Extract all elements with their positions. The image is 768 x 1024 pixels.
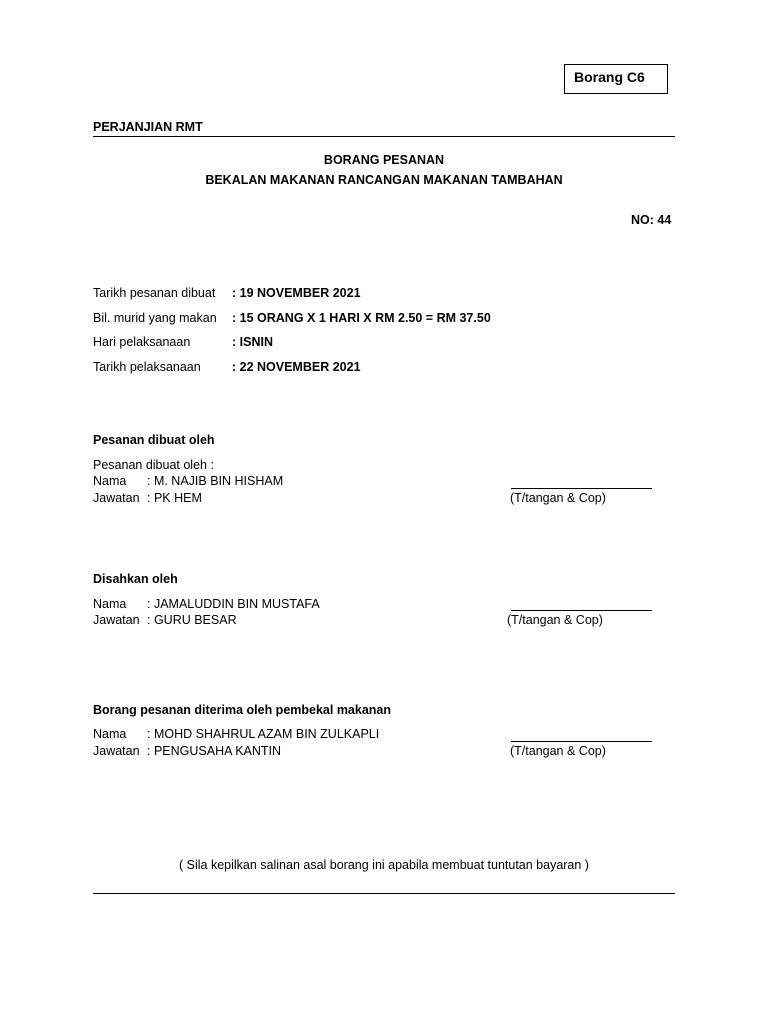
detail-label-order-date: Tarikh pesanan dibuat xyxy=(93,286,216,300)
approved-by-name-label: Nama xyxy=(93,597,127,611)
footer-divider xyxy=(93,893,675,894)
title-line-1: BORANG PESANAN xyxy=(323,153,445,167)
approved-by-position-label: Jawatan xyxy=(93,613,140,627)
signature-label-ordered-by: (T/tangan & Cop) xyxy=(510,491,606,505)
title-line-2: BEKALAN MAKANAN RANCANGAN MAKANAN TAMBAHAN xyxy=(205,173,563,187)
received-by-position-label: Jawatan xyxy=(93,744,140,758)
detail-label-day: Hari pelaksanaan xyxy=(93,335,191,349)
ordered-by-position-value: : PK HEM xyxy=(147,491,202,505)
detail-value-order-date: : 19 NOVEMBER 2021 xyxy=(232,286,361,300)
section-heading-approved-by: Disahkan oleh xyxy=(93,572,178,586)
signature-label-approved-by: (T/tangan & Cop) xyxy=(507,613,603,627)
received-by-name-label: Nama xyxy=(93,727,127,741)
signature-line-ordered-by xyxy=(511,488,652,489)
form-code-box: Borang C6 xyxy=(564,64,668,94)
received-by-name-value: : MOHD SHAHRUL AZAM BIN ZULKAPLI xyxy=(147,727,380,741)
ordered-by-name-value: : M. NAJIB BIN HISHAM xyxy=(147,474,284,488)
section-heading-received-by: Borang pesanan diterima oleh pembekal makanan xyxy=(93,703,392,717)
ordered-by-position-label: Jawatan xyxy=(93,491,140,505)
approved-by-position-value: : GURU BESAR xyxy=(147,613,237,627)
detail-label-student-count: Bil. murid yang makan xyxy=(93,311,217,325)
signature-label-received-by: (T/tangan & Cop) xyxy=(510,744,606,758)
detail-value-student-count: : 15 ORANG X 1 HARI X RM 2.50 = RM 37.50 xyxy=(232,311,491,325)
ordered-by-intro: Pesanan dibuat oleh : xyxy=(93,458,214,472)
received-by-position-value: : PENGUSAHA KANTIN xyxy=(147,744,282,758)
approved-by-name-value: : JAMALUDDIN BIN MUSTAFA xyxy=(147,597,320,611)
header-label: PERJANJIAN RMT xyxy=(93,120,203,134)
form-number: NO: 44 xyxy=(631,213,672,227)
detail-label-execution-date: Tarikh pelaksanaan xyxy=(93,360,201,374)
detail-value-day: : ISNIN xyxy=(232,335,273,349)
detail-value-execution-date: : 22 NOVEMBER 2021 xyxy=(232,360,361,374)
header-divider xyxy=(93,136,675,137)
section-heading-ordered-by: Pesanan dibuat oleh xyxy=(93,433,215,447)
signature-line-approved-by xyxy=(511,610,652,611)
footer-note: ( Sila kepilkan salinan asal borang ini apabila membuat tuntutan bayaran ) xyxy=(179,858,589,872)
signature-line-received-by xyxy=(511,741,652,742)
ordered-by-name-label: Nama xyxy=(93,474,127,488)
